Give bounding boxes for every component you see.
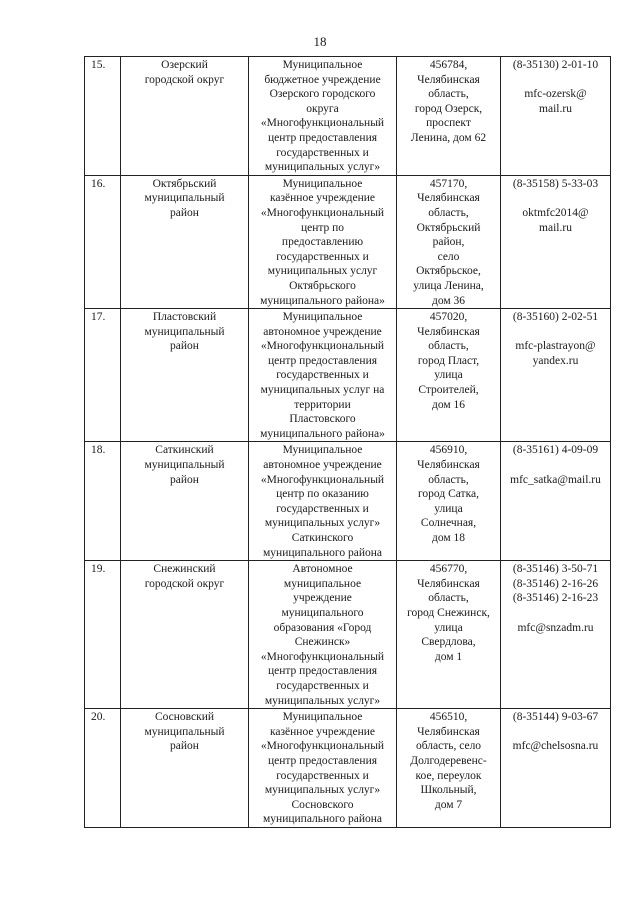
institution-line: муниципальных услуг» [264, 694, 381, 707]
institution-line: Октябрьского [289, 279, 356, 292]
table-row [85, 709, 611, 828]
address-cell [397, 175, 501, 308]
address-line: проспект [426, 117, 471, 130]
municipality-line: Пластовский [152, 311, 217, 324]
contacts-spacer [504, 73, 607, 88]
mfc-registry-table [84, 56, 611, 828]
institution-line: муниципальное [283, 577, 362, 590]
institution-line: «Многофункциональный [260, 206, 385, 219]
address-cell [397, 709, 501, 828]
contacts-spacer [504, 606, 607, 621]
institution-cell [249, 561, 397, 709]
address-line: Свердлова, [421, 636, 476, 649]
institution-line: центр по [300, 221, 345, 234]
contacts-spacer [504, 325, 607, 340]
table-row [85, 309, 611, 442]
address-line: город Снежинск, [407, 606, 490, 619]
institution-line: казённое учреждение [269, 725, 376, 738]
institution-line: государственных и [276, 769, 369, 782]
institution-line: автономное учреждение [263, 325, 382, 338]
email-address: mfc@chelsosna.ru [512, 740, 599, 753]
institution-line: муниципального [281, 606, 364, 619]
institution-line: государственных и [276, 250, 369, 263]
phone-number: (8-35144) 9-03-67 [512, 711, 599, 724]
address-line: улица Ленина, [413, 279, 484, 292]
phone-number: (8-35146) 2-16-26 [512, 577, 599, 590]
institution-line: центр предоставления [267, 131, 378, 144]
address-line: 456784, [429, 59, 468, 71]
address-line: кое, переулок [415, 769, 482, 782]
institution-line: «Многофункциональный [260, 340, 385, 353]
institution-line: государственных и [276, 502, 369, 515]
address-line: город Озерск, [414, 102, 483, 115]
address-cell [397, 309, 501, 442]
address-line: улица [434, 502, 463, 515]
municipality-line: Саткинский [155, 444, 214, 457]
row-number: 15. [85, 57, 121, 176]
institution-line: автономное учреждение [263, 459, 382, 472]
institution-line: округа [306, 102, 339, 115]
email-address: yandex.ru [532, 354, 579, 367]
address-line: Солнечная, [420, 517, 477, 530]
phone-number: (8-35161) 4-09-09 [512, 444, 599, 457]
table-row [85, 561, 611, 709]
institution-cell [249, 175, 397, 308]
address-line: область, [428, 206, 469, 219]
institution-line: государственных и [276, 679, 369, 692]
institution-line: муниципальных услуг [267, 265, 378, 278]
institution-line: центр по оказанию [276, 488, 369, 501]
municipality-cell [121, 709, 249, 828]
address-line: 457020, [429, 311, 468, 324]
address-line: Челябинская [417, 192, 480, 205]
table-row [85, 442, 611, 561]
email-address: oktmfc2014@ [522, 206, 589, 219]
institution-line: территории [294, 398, 351, 411]
address-line: дом 16 [431, 398, 466, 411]
address-line: область, [428, 340, 469, 353]
address-cell [397, 442, 501, 561]
institution-line: казённое учреждение [269, 192, 376, 205]
email-address: mail.ru [539, 102, 572, 115]
institution-line: Муниципальное [282, 311, 363, 324]
institution-line: государственных и [276, 369, 369, 382]
contacts-cell [501, 442, 611, 561]
institution-line: муниципальных услуг на [260, 384, 385, 397]
address-line: 456770, [429, 563, 468, 576]
contacts-cell [501, 175, 611, 308]
institution-line: образования «Город [273, 621, 372, 634]
address-cell [397, 57, 501, 176]
address-line: Челябинская [417, 73, 480, 86]
email-address: mfc_satka@mail.ru [510, 473, 601, 486]
institution-line: Муниципальное [282, 59, 363, 71]
municipality-line: муниципальный [144, 325, 225, 338]
municipality-cell [121, 561, 249, 709]
contacts-cell [501, 561, 611, 709]
row-number: 19. [85, 561, 121, 709]
address-line: район, [432, 236, 465, 249]
municipality-line: район [170, 340, 199, 353]
municipality-line: Снежинский [153, 563, 216, 576]
contacts-spacer [504, 725, 607, 740]
page-number: 18 [313, 34, 327, 49]
municipality-line: район [170, 206, 199, 219]
address-line: Челябинская [417, 577, 480, 590]
institution-cell [249, 57, 397, 176]
address-line: дом 7 [434, 798, 463, 811]
institution-line: Озерского городского [269, 88, 376, 101]
address-line: Октябрьское, [416, 265, 481, 278]
institution-line: учреждение [293, 592, 352, 605]
address-line: 456910, [429, 444, 468, 457]
phone-number: (8-35158) 5-33-03 [512, 177, 599, 190]
municipality-line: Озерский [161, 59, 208, 71]
municipality-line: Октябрьский [152, 177, 217, 190]
institution-line: центр предоставления [267, 354, 378, 367]
institution-line: муниципального района [263, 813, 382, 826]
contacts-cell [501, 309, 611, 442]
municipality-line: район [170, 473, 199, 486]
phone-number: (8-35146) 3-50-71 [512, 563, 599, 576]
address-line: дом 36 [431, 294, 466, 307]
municipality-line: городской округ [144, 73, 225, 86]
institution-line: предоставлению [281, 236, 364, 249]
address-line: 457170, [429, 177, 468, 190]
contacts-spacer [504, 458, 607, 473]
contacts-cell [501, 57, 611, 176]
institution-line: муниципальных услуг» [264, 517, 381, 530]
address-line: Челябинская [417, 725, 480, 738]
address-line: Октябрьский [416, 221, 481, 234]
row-number: 16. [85, 175, 121, 308]
address-line: улица [434, 621, 463, 634]
address-line: область, [428, 88, 469, 101]
contacts-cell [501, 709, 611, 828]
institution-line: центр предоставления [267, 754, 378, 767]
phone-number: (8-35160) 2-02-51 [512, 311, 599, 324]
address-line: город Сатка, [418, 488, 479, 501]
institution-line: Муниципальное [282, 711, 363, 724]
institution-cell [249, 709, 397, 828]
email-address: mfc-plastrayon@ [515, 340, 596, 353]
institution-line: бюджетное учреждение [264, 73, 381, 86]
address-line: Челябинская [417, 325, 480, 338]
institution-line: муниципальных услуг» [264, 161, 381, 174]
institution-line: муниципального района [263, 546, 382, 559]
address-line: село [437, 250, 460, 263]
municipality-line: городской округ [144, 577, 225, 590]
address-line: область, [428, 473, 469, 486]
institution-cell [249, 309, 397, 442]
contacts-spacer [504, 191, 607, 206]
table-row [85, 57, 611, 176]
row-number: 18. [85, 442, 121, 561]
address-line: дом 18 [431, 532, 466, 544]
institution-line: Пластовского [289, 413, 356, 426]
institution-line: муниципальных услуг» [264, 784, 381, 797]
phone-number: (8-35130) 2-01-10 [512, 59, 599, 71]
municipality-line: Сосновский [154, 711, 215, 724]
institution-line: Муниципальное [282, 177, 363, 190]
municipality-cell [121, 175, 249, 308]
municipality-line: муниципальный [144, 192, 225, 205]
address-line: улица [434, 369, 463, 382]
institution-line: Саткинского [291, 532, 354, 544]
municipality-line: район [170, 740, 199, 753]
institution-line: муниципального района» [260, 427, 385, 440]
institution-line: государственных и [276, 146, 369, 159]
institution-line: Автономное [292, 563, 353, 576]
municipality-cell [121, 442, 249, 561]
institution-line: Муниципальное [282, 444, 363, 457]
address-line: область, [428, 592, 469, 605]
institution-line: «Многофункциональный [260, 117, 385, 130]
address-line: 456510, [429, 711, 468, 724]
municipality-cell [121, 57, 249, 176]
municipality-line: муниципальный [144, 725, 225, 738]
municipality-cell [121, 309, 249, 442]
address-cell [397, 561, 501, 709]
institution-line: Снежинск» [294, 636, 351, 649]
address-line: область, село [415, 740, 482, 753]
address-line: Строителей, [418, 384, 479, 397]
email-address: mfc-ozersk@ [524, 88, 587, 101]
institution-line: «Многофункциональный [260, 650, 385, 663]
row-number: 17. [85, 309, 121, 442]
email-address: mail.ru [539, 221, 572, 234]
row-number: 20. [85, 709, 121, 828]
address-line: Долгодеревенс- [410, 754, 487, 767]
institution-cell [249, 442, 397, 561]
address-line: город Пласт, [417, 354, 480, 367]
institution-line: Сосновского [291, 798, 354, 811]
address-line: Ленина, дом 62 [410, 131, 487, 144]
address-line: дом 1 [434, 650, 463, 663]
institution-line: «Многофункциональный [260, 473, 385, 486]
municipality-line: муниципальный [144, 459, 225, 472]
institution-line: центр предоставления [267, 665, 378, 678]
institution-line: «Многофункциональный [260, 740, 385, 753]
address-line: Челябинская [417, 459, 480, 472]
address-line: Школьный, [420, 784, 477, 797]
phone-number: (8-35146) 2-16-23 [512, 592, 599, 605]
institution-line: муниципального района» [260, 294, 385, 307]
table-body [85, 57, 611, 828]
email-address: mfc@snzadm.ru [517, 621, 594, 634]
table-row [85, 175, 611, 308]
